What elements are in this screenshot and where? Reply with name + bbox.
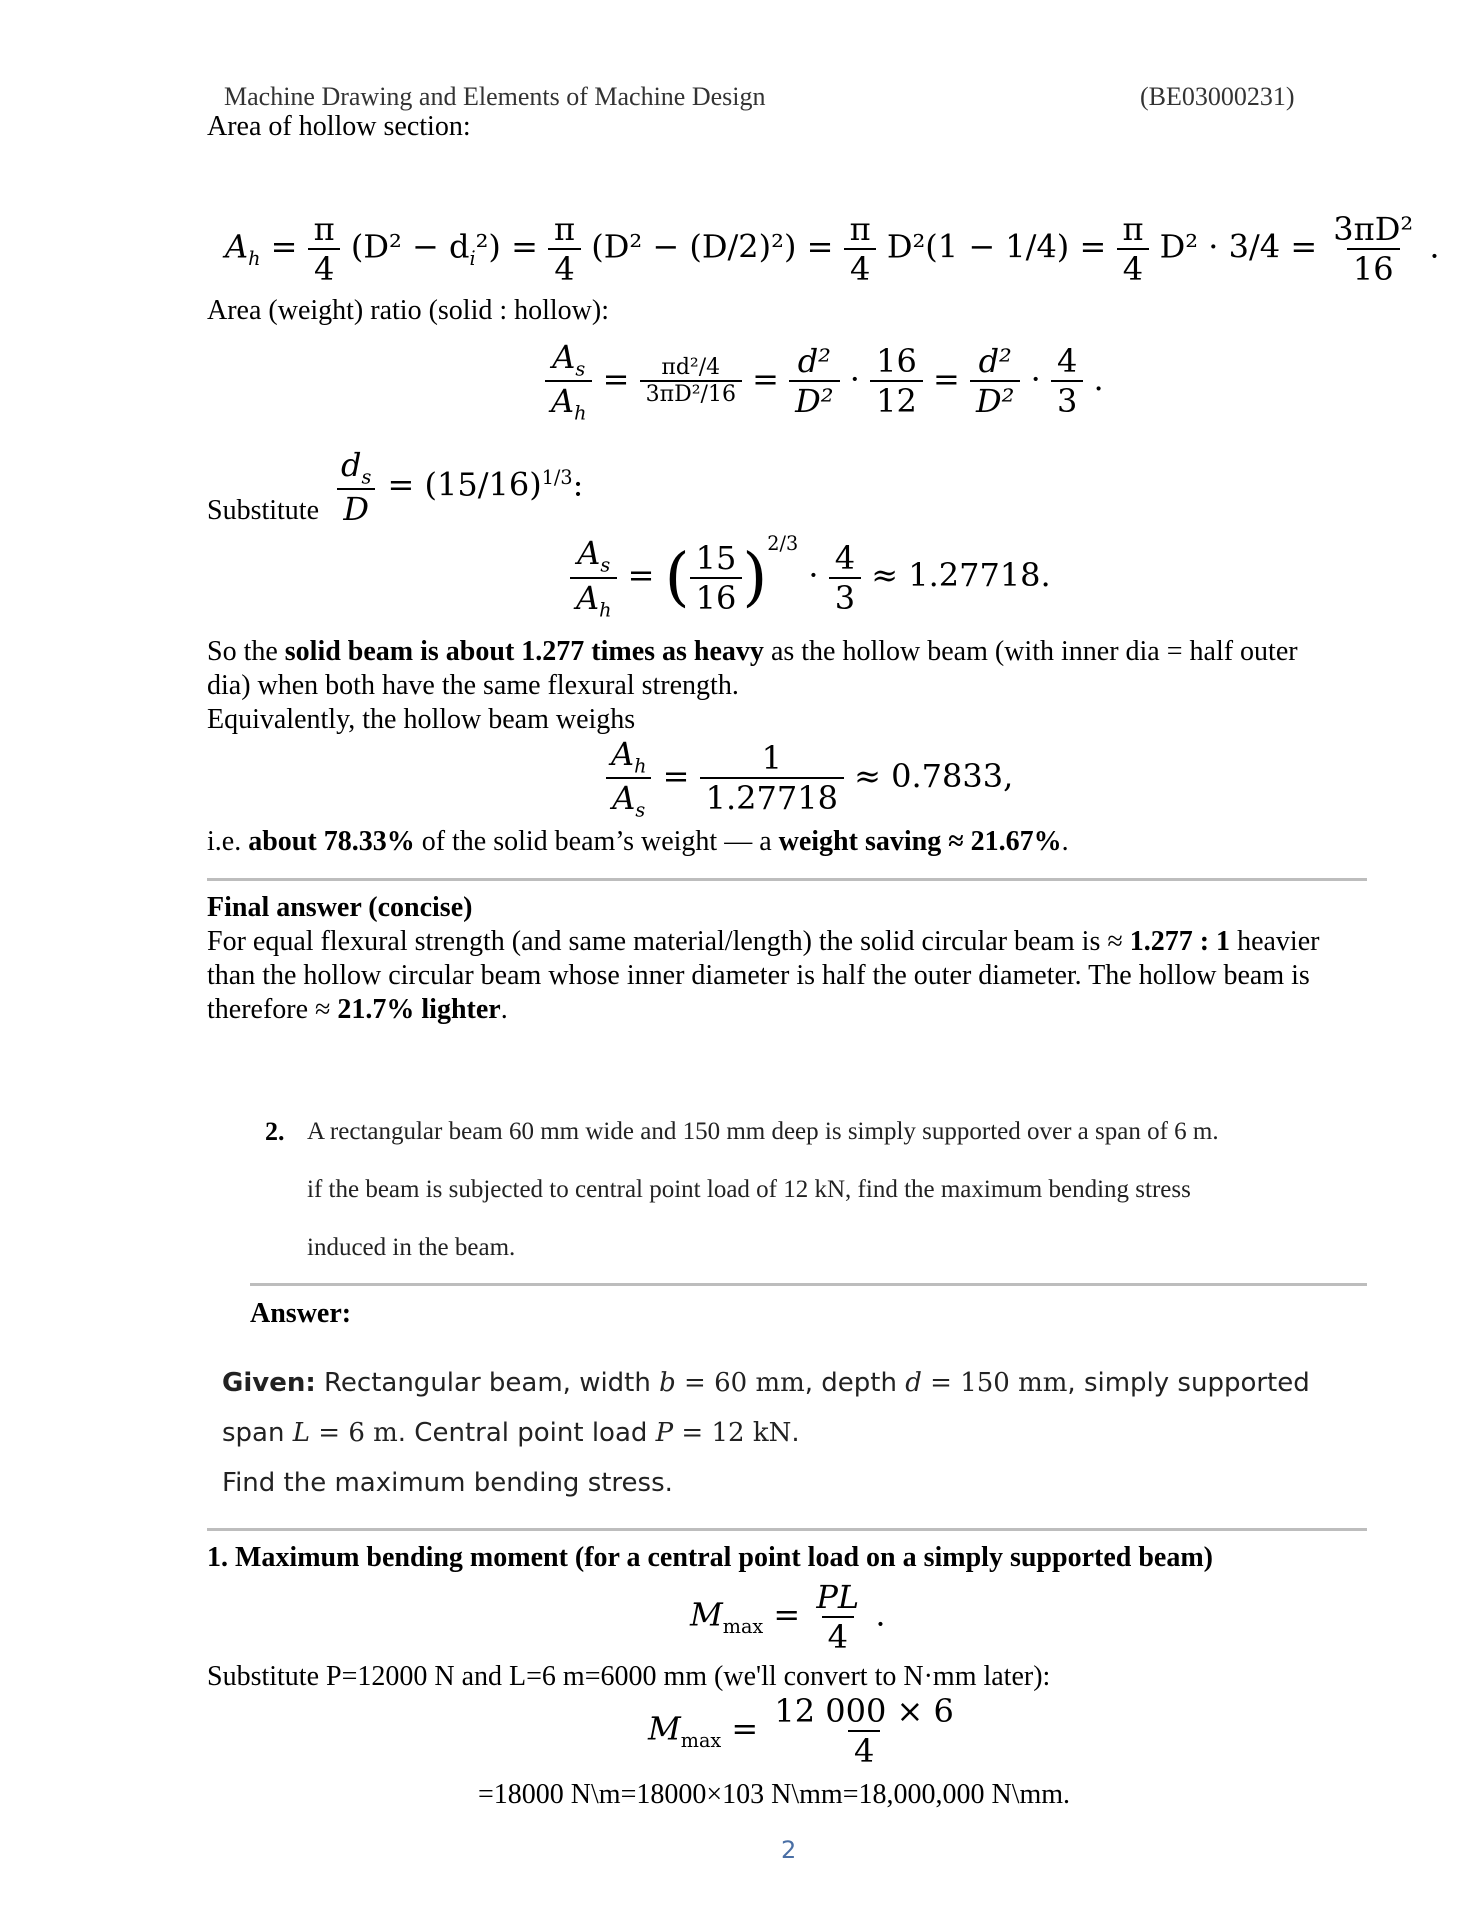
final-answer-line3 xyxy=(207,993,508,1027)
question-line3: induced in the beam. xyxy=(307,1234,516,1261)
ratio-end: . xyxy=(1093,359,1104,398)
answer-label: Answer: xyxy=(250,1298,352,1329)
ratio-lhs-num: A xyxy=(552,338,576,376)
given-b-var: b xyxy=(659,1368,676,1398)
given-P-val: = 12 kN xyxy=(673,1418,792,1448)
ratio-f2-num: d² xyxy=(797,342,831,381)
sub-frac-num: d xyxy=(341,446,362,484)
eq1-lhs-sub: max xyxy=(722,1614,764,1638)
final-line3-a: therefore ≈ xyxy=(207,994,338,1025)
eq1-lhs: M xyxy=(690,1595,723,1634)
divider xyxy=(250,1283,1367,1286)
final-line3-b: 21.7% lighter xyxy=(337,994,501,1025)
given-line2-c: . xyxy=(791,1418,800,1448)
final-answer-line2: than the hollow circular beam whose inner diameter is half the outer diameter. The hollow beam is xyxy=(207,960,1310,991)
paragraph-solid-heavier-cont: dia) when both have the same flexural strength. xyxy=(207,670,739,701)
para1-part-a: So the xyxy=(207,636,285,667)
para3-a: i.e. xyxy=(207,826,249,857)
result-paren-den: 16 xyxy=(690,577,743,617)
result-paren-num: 15 xyxy=(695,538,737,577)
ratio-f3-num: 16 xyxy=(876,342,917,381)
eq-ah-term1-end: ²) xyxy=(475,227,501,266)
given-L-var: L xyxy=(292,1418,310,1448)
paragraph-solid-heavier xyxy=(207,635,1298,669)
eq-ah-term3: D²(1 − 1/4) xyxy=(886,227,1070,266)
area-hollow-label: Area of hollow section: xyxy=(207,111,471,142)
equation-area-ratio: $\frac{A_s}{A_h}$ = $\frac{\text{πd²/4}}{\text{3πD²/16}}$ = $\frac{\text{d²}}{\text{D²}}$ · $\frac{16}{12}$ = $\frac{\text{d²}}{\text{D²}}$ · $\frac{4}{3}$ . xyxy=(545,338,1104,425)
paragraph-hollow-weighs: Equivalently, the hollow beam weighs xyxy=(207,704,636,735)
eq-ah-term1-sub: i xyxy=(469,246,476,270)
para3-c: of the solid beam’s weight — a xyxy=(414,826,779,857)
running-header-code: (BE03000231) xyxy=(1140,82,1295,111)
ratio-f5-den: 3 xyxy=(1051,380,1083,420)
para1-part-b: solid beam is about 1.277 times as heavy xyxy=(284,636,764,667)
result-mult-num: 4 xyxy=(834,538,856,577)
ratio-f1-num: πd²/4 xyxy=(661,355,721,381)
ratio-lhs-den-sub: h xyxy=(574,401,587,425)
result-exponent: 2/3 xyxy=(767,532,799,555)
weigh-approx: ≈ 0.7833, xyxy=(854,756,1014,795)
result-mult-den: 3 xyxy=(829,577,861,617)
given-b-val: = 60 mm xyxy=(675,1368,805,1398)
given-line3: Find the maximum bending stress. xyxy=(222,1468,673,1498)
eq2-num: 12 000 × 6 xyxy=(774,1692,954,1730)
given-line1-a: Rectangular beam, width xyxy=(315,1368,660,1398)
ratio-f2-den: D² xyxy=(789,380,839,420)
eq1-num: PL xyxy=(816,1578,860,1616)
given-line1 xyxy=(222,1368,1310,1398)
given-P-var: P xyxy=(655,1418,674,1448)
para1-part-c: as the hollow beam (with inner dia = half outer xyxy=(763,636,1298,667)
eq2-lhs-sub: max xyxy=(680,1728,722,1752)
para3-e: ≈ xyxy=(941,826,971,857)
ratio-f4-den: D² xyxy=(970,380,1020,420)
ratio-f3-den: 12 xyxy=(870,380,923,420)
eq-ah-term1: (D² − d xyxy=(350,227,470,266)
area-ratio-label: Area (weight) ratio (solid : hollow): xyxy=(207,295,610,326)
given-L-val: = 6 m xyxy=(310,1418,398,1448)
divider xyxy=(207,1528,1367,1531)
equation-weight-ratio-result: $\frac{A_s}{A_h}$ = ( $\frac{15}{16}$ )$^{2/3}$ · $\frac{4}{3}$ ≈ 1.27718. xyxy=(570,532,1051,621)
equation-diameter-ratio xyxy=(335,446,583,528)
step1-substitute-text: Substitute P=12000 N and L=6 m=6000 mm (we'll convert to N·mm later): xyxy=(207,1661,1051,1692)
question-number: 2. xyxy=(265,1117,285,1146)
ratio-f4-num: d² xyxy=(978,342,1012,381)
equation-mmax-substituted: $M_{max}$ = $\frac{12 000 \times 6}{4}$ xyxy=(648,1692,960,1770)
page-number: 2 xyxy=(781,1836,797,1864)
sub-end: : xyxy=(572,465,584,504)
given-line2 xyxy=(222,1418,800,1448)
ratio-lhs-den: A xyxy=(551,382,575,421)
given-line1-b: , depth xyxy=(804,1368,906,1398)
given-d-val: = 150 mm xyxy=(921,1368,1068,1398)
eq-ah-subscript: h xyxy=(248,246,261,270)
ratio-lhs-num-sub: s xyxy=(575,357,586,381)
substitute-label: Substitute xyxy=(207,495,320,526)
sub-exponent: 1/3 xyxy=(541,466,573,490)
weigh-num: 1 xyxy=(761,739,782,778)
given-d-var: d xyxy=(905,1368,922,1398)
eq1-end: . xyxy=(875,1595,886,1634)
final-line1-b: 1.277 : 1 xyxy=(1129,926,1231,957)
equation-hollow-weight: $\frac{A_h}{A_s}$ = $\frac{1}{1.27718}$ ≈ 0.7833, xyxy=(605,735,1013,822)
equation-mmax-formula: $M_{max}$ = $\frac{PL}{4}$ . xyxy=(690,1578,886,1656)
eq-ah-term4: D² · 3/4 xyxy=(1159,227,1281,266)
step1-heading: 1. Maximum bending moment (for a central point load on a simply supported beam) xyxy=(207,1542,1213,1573)
eq-ah-end: . xyxy=(1429,227,1440,266)
result-approx: ≈ 1.27718. xyxy=(871,556,1051,594)
sub-frac-den: D xyxy=(337,488,375,528)
equation-hollow-area: $A_h$ = $\frac{\pi}{4}$ $(D^2 - d_i^2)$ = $\frac{\pi}{4}$ (D² − (D/2)²) = $\frac{\pi}{4}$ D²(1 − 1/4) = $\frac{\pi}{4}$ D² · 3/4 = $\frac{\text{3πD²}}{16}$ . xyxy=(225,210,1440,288)
ratio-f1-den: 3πD²/16 xyxy=(640,380,742,407)
paragraph-weight-saving xyxy=(207,825,1069,859)
eq-ah-term2: (D² − (D/2)²) xyxy=(591,227,797,266)
eq-ah-result-num: 3πD² xyxy=(1333,210,1414,248)
ratio-f5-num: 4 xyxy=(1056,342,1078,381)
eq2-lhs: M xyxy=(648,1709,681,1748)
sub-value: = (15/16) xyxy=(387,465,542,504)
eq-ah-symbol: A xyxy=(225,227,249,266)
running-header-title: Machine Drawing and Elements of Machine Design xyxy=(224,82,766,111)
sub-frac-num-sub: s xyxy=(361,465,372,489)
final-line1-a: For equal flexural strength (and same material/length) the solid circular beam is ≈ xyxy=(207,926,1130,957)
para3-d: weight saving xyxy=(778,826,942,857)
given-label: Given: xyxy=(222,1368,316,1398)
step1-result-line: =18000 N\m=18000×103 N\mm=18,000,000 N\mm. xyxy=(478,1779,1071,1810)
final-line1-c: heavier xyxy=(1230,926,1320,957)
para3-g: . xyxy=(1061,826,1069,857)
eq-ah-result-den: 16 xyxy=(1347,248,1400,288)
final-answer-heading: Final answer (concise) xyxy=(207,892,473,923)
weigh-den: 1.27718 xyxy=(700,777,844,817)
para3-b: about 78.33% xyxy=(248,826,415,857)
final-line3-c: . xyxy=(500,994,508,1025)
eq1-den: 4 xyxy=(822,1616,854,1656)
para3-f: 21.67% xyxy=(970,826,1062,857)
final-answer-line1 xyxy=(207,925,1319,959)
given-line1-c: , simply supported xyxy=(1067,1368,1310,1398)
question-line2: if the beam is subjected to central point load of 12 kN, find the maximum bending stress xyxy=(307,1176,1191,1203)
given-line2-a: span xyxy=(222,1418,293,1448)
given-line2-b: . Central point load xyxy=(397,1418,656,1448)
eq2-den: 4 xyxy=(848,1730,880,1770)
divider xyxy=(207,878,1367,881)
question-line1: A rectangular beam 60 mm wide and 150 mm deep is simply supported over a span of 6 m. xyxy=(307,1118,1219,1145)
